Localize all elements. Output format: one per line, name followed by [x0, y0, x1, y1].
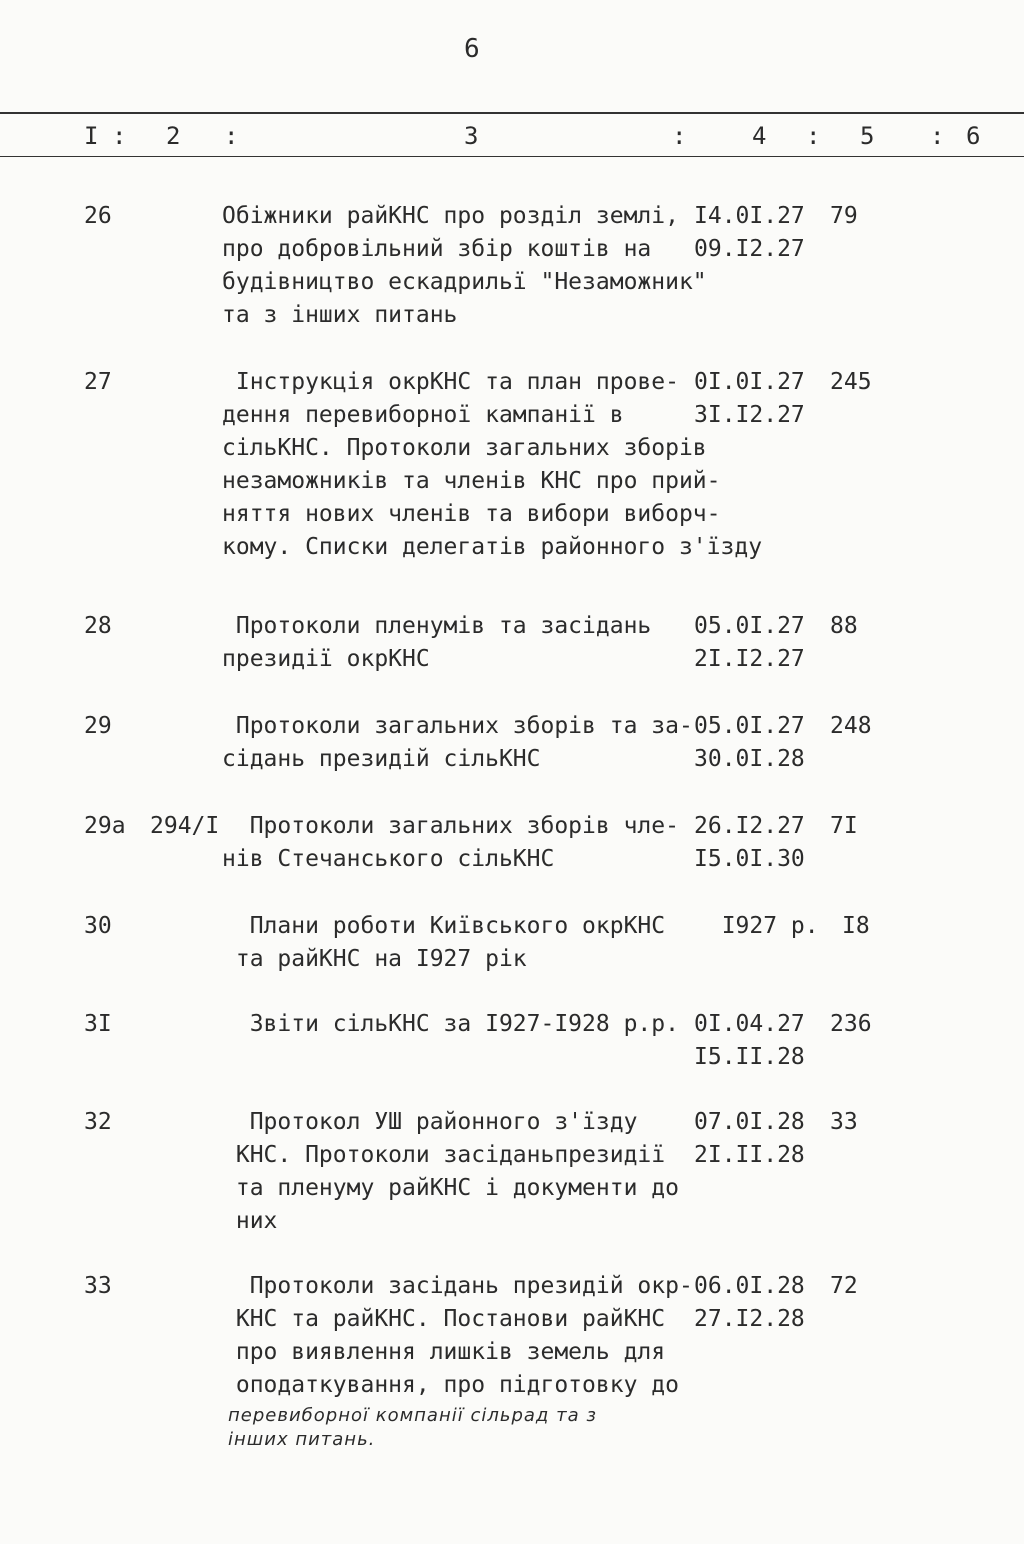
- item-number: 27: [84, 369, 112, 395]
- item-number: 33: [84, 1273, 112, 1299]
- item-dates: 26.I2.27 I5.0I.30: [694, 813, 805, 872]
- item-number: 30: [84, 913, 112, 939]
- item-dates: 0I.0I.27 3I.I2.27: [694, 369, 805, 428]
- item-pages: 236: [830, 1011, 872, 1037]
- header-separator: :: [672, 122, 687, 150]
- item-number: 3I: [84, 1011, 112, 1037]
- header-separator: :: [930, 122, 945, 150]
- item-dates: 07.0I.28 2I.II.28: [694, 1109, 805, 1168]
- item-pages: 248: [830, 713, 872, 739]
- item-description: Протоколи загальних зборів та за- сідань президій сільКНС: [222, 713, 693, 772]
- item-dates: 05.0I.27 30.0I.28: [694, 713, 805, 772]
- item-number: 29а: [84, 813, 126, 839]
- item-description: Звіти сільКНС за I927-I928 р.р.: [222, 1011, 679, 1037]
- item-pages: I8: [842, 913, 870, 939]
- item-description: Обіжники райКНС про розділ землі, про добровільний збір коштів на будівництво ескадрильї "Незаможник" та з інших питань: [222, 203, 707, 328]
- item-pages: 79: [830, 203, 858, 229]
- header-col-2: 2: [166, 122, 181, 150]
- item-dates: I927 р.: [694, 913, 819, 939]
- handwritten-note: перевиборної компанії сільрад та з інших питань.: [228, 1405, 597, 1450]
- header-col-6: 6: [966, 122, 981, 150]
- header-separator: :: [112, 122, 127, 150]
- header-col-1: I: [84, 122, 99, 150]
- header-col-4: 4: [752, 122, 767, 150]
- header-separator: :: [224, 122, 239, 150]
- item-pages: 72: [830, 1273, 858, 1299]
- header-bottom-rule: [0, 156, 1024, 157]
- item-dates: 06.0I.28 27.I2.28: [694, 1273, 805, 1332]
- item-description: Плани роботи Київського окрКНС та райКНС на I927 рік: [235, 913, 666, 972]
- header-top-rule: [0, 112, 1024, 114]
- header-col-5: 5: [860, 122, 875, 150]
- item-description: Протоколи пленумів та засідань президії окрКНС: [222, 613, 652, 672]
- item-number: 29: [84, 713, 112, 739]
- header-separator: :: [806, 122, 821, 150]
- item-number: 28: [84, 613, 112, 639]
- item-description: Інструкція окрКНС та план прове- дення перевиборної кампанії в сільКНС. Протоколи загальних зборів незаможників та членів КНС про прий- няття нових членів та вибори виборч- кому. Списки делегатів районного з'їзду: [222, 369, 763, 560]
- item-pages: 33: [830, 1109, 858, 1135]
- item-description: Протоколи засідань президій окр- КНС та райКНС. Постанови райКНС про виявлення лишків земель для оподаткування, про підготовку до: [235, 1273, 693, 1398]
- item-sub-number: 294/I: [150, 813, 220, 839]
- item-description: Протоколи загальних зборів чле- нів Стечанського сільКНС: [222, 813, 679, 872]
- item-dates: I4.0I.27 09.I2.27: [694, 203, 805, 262]
- item-description: Протокол УШ районного з'їзду КНС. Протоколи засіданьпрезидії та пленуму райКНС і документи до них: [235, 1109, 679, 1234]
- item-pages: 245: [830, 369, 872, 395]
- item-number: 32: [84, 1109, 112, 1135]
- item-pages: 7I: [830, 813, 858, 839]
- item-dates: 05.0I.27 2I.I2.27: [694, 613, 805, 672]
- header-col-3: 3: [464, 122, 479, 150]
- item-number: 26: [84, 203, 112, 229]
- item-pages: 88: [830, 613, 858, 639]
- page-number: 6: [464, 34, 480, 64]
- item-dates: 0I.04.27 I5.II.28: [694, 1011, 805, 1070]
